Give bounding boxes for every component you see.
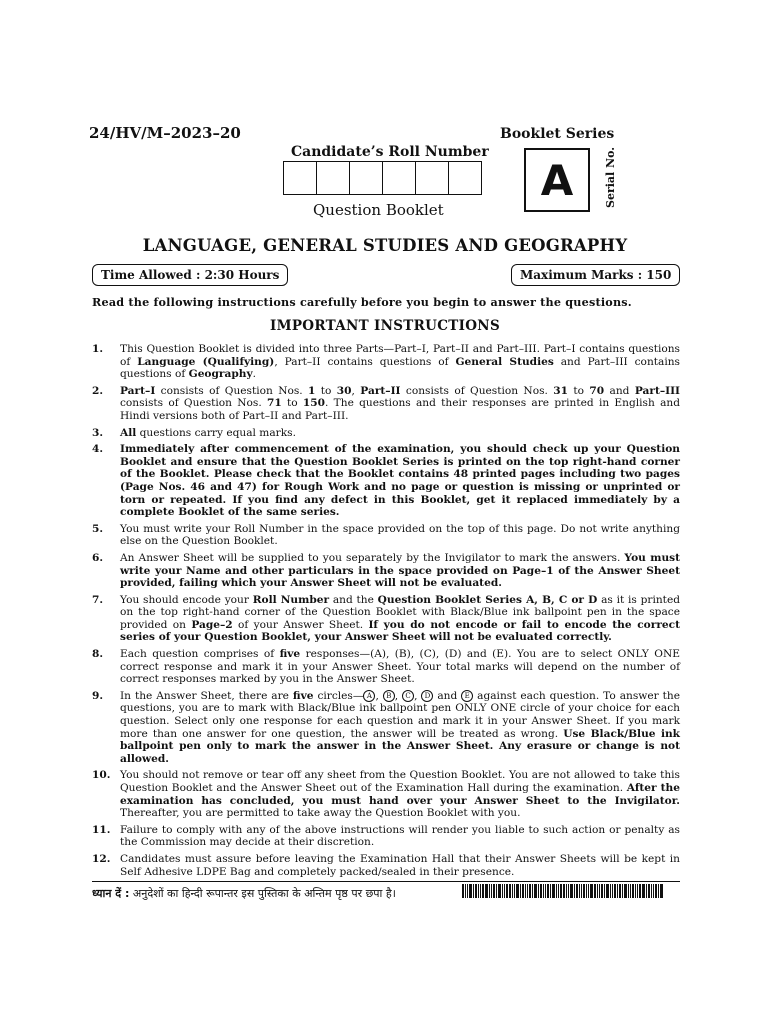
option-circle-icon: A [363,690,375,702]
instruction-number: 11. [92,823,111,836]
option-circle-icon: B [383,690,395,702]
instructions-list [92,343,680,882]
read-instructions-line: Read the following instructions carefully before you begin to answer the questions. [92,295,632,309]
roll-digit-box[interactable] [449,162,481,194]
instruction-text: You must write your Roll Number in the space provided on the top of this page. Do not write anything else on the Question Booklet. [120,522,680,548]
maximum-marks-badge: Maximum Marks : 150 [511,264,680,286]
roll-digit-box[interactable] [317,162,350,194]
instruction-text: Each question comprises of five responses—(A), (B), (C), (D) and (E). You are to select ONLY ONE correct response and mark it in your Answer Sheet. Your total marks will depend on the number of correct responses marked by you in the Answer Sheet. [120,648,680,686]
instruction-number: 5. [92,522,104,535]
footer-divider [92,881,680,882]
instruction-item [92,427,680,440]
instruction-item [92,690,680,766]
instruction-text: Immediately after commencement of the examination, you should check up your Question Booklet and ensure that the Question Booklet Series is printed on the top right-hand corner of the Booklet. Please check that the Booklet contains 48 printed pages including two pages (Page Nos. 46 and 47) for Rough Work and no page or question is missing or unprinted or torn or repeated. If you find any defect in this Booklet, get it replaced immediately by a complete Booklet of the same series. [120,443,680,519]
instruction-text: This Question Booklet is divided into three Parts—Part–I, Part–II and Part–III. Part–I contains questions of Language (Qualifying), Part–II contains questions of General Studies and Part–III contains questions of Geography. [120,343,680,381]
roll-digit-box[interactable] [284,162,317,194]
instruction-text: Part–I consists of Question Nos. 1 to 30, Part–II consists of Question Nos. 31 to 70 and Part–III consists of Question Nos. 71 to 150. The questions and their responses are printed in English and Hindi versions both of Part–II and Part–III. [120,384,680,422]
booklet-series-label: Booklet Series [500,126,615,142]
serial-no-label: Serial No. [604,146,617,208]
instruction-item [92,824,680,849]
hindi-note-text: अनुदेशों का हिन्दी रूपान्तर इस पुस्तिका के अन्तिम पृष्ठ पर छपा है। [132,887,396,900]
instruction-item [92,523,680,548]
roll-digit-box[interactable] [416,162,449,194]
instructions-heading: IMPORTANT INSTRUCTIONS [269,318,500,334]
instruction-text: All questions carry equal marks. [120,426,296,439]
instruction-number: 12. [92,852,111,865]
option-circle-icon: D [421,690,433,702]
instruction-number: 1. [92,343,104,355]
instruction-item [92,552,680,590]
instruction-item [92,343,680,381]
instruction-text: An Answer Sheet will be supplied to you separately by the Invigilator to mark the answers. You must write your Name and other particulars in the space provided on Page–1 of the Answer Sheet provided, failing which your Answer Sheet will not be evaluated. [120,551,680,590]
instruction-number: 4. [92,443,104,456]
instruction-number: 2. [92,384,104,397]
instruction-number: 3. [92,426,104,439]
option-circle-icon: C [402,690,414,702]
barcode [462,884,680,898]
instruction-item [92,443,680,519]
instruction-number: 7. [92,593,104,606]
roll-number-boxes[interactable] [283,161,482,195]
hindi-note [92,886,396,901]
instruction-text: Failure to comply with any of the above instructions will render you liable to such action or penalty as the Commission may decide at their discretion. [120,823,680,849]
exam-code: 24/HV/M–2023–20 [89,124,241,142]
roll-number-label: Candidate’s Roll Number [291,144,489,160]
roll-digit-box[interactable] [383,162,416,194]
instruction-text: In the Answer Sheet, there are five circles— A , B , C , D and E against each question. To answer the questions, you are to mark with Black/Blue ink ballpoint pen ONLY ONE circle of your choice for each question. Select only one response for each question and mark it in your Answer Sheet. If you mark more than one answer for one question, the answer will be treated as wrong. Use Black/Blue ink ballpoint pen only to mark the answer in the Answer Sheet. Any erasure or change is not allowed. [120,689,681,765]
roll-digit-box[interactable] [350,162,383,194]
instruction-text: You should not remove or tear off any sheet from the Question Booklet. You are not allowed to take this Question Booklet and the Answer Sheet out of the Examination Hall during the examination. After the examination has concluded, you must hand over your Answer Sheet to the Invigilator. Thereafter, you are permitted to take away the Question Booklet with you. [120,769,680,820]
booklet-series-letter: A [524,148,590,212]
instruction-number: 9. [92,689,104,702]
instruction-text: Candidates must assure before leaving the Examination Hall that their Answer Sheets will be kept in Self Adhesive LDPE Bag and completely packed/sealed in their presence. [120,852,680,878]
option-circle-icon: E [461,690,473,702]
instruction-number: 10. [92,769,111,782]
instruction-item [92,769,680,819]
hindi-note-label: ध्यान दें : [92,887,130,900]
instruction-item [92,853,680,878]
instruction-number: 8. [92,648,104,661]
instruction-item [92,648,680,686]
instruction-item [92,594,680,644]
time-allowed-badge: Time Allowed : 2:30 Hours [92,264,288,286]
booklet-title: Question Booklet [313,201,444,219]
instruction-number: 6. [92,551,104,564]
paper-title: LANGUAGE, GENERAL STUDIES AND GEOGRAPHY [142,236,628,255]
instruction-item [92,385,680,423]
instruction-text: You should encode your Roll Number and the Question Booklet Series A, B, C or D as it is printed on the top right-hand corner of the Question Booklet with Black/Blue ink ballpoint pen in the space provided on Page–2 of your Answer Sheet. If you do not encode or fail to encode the correct series of your Question Booklet, your Answer Sheet will not be evaluated correctly. [120,593,680,644]
